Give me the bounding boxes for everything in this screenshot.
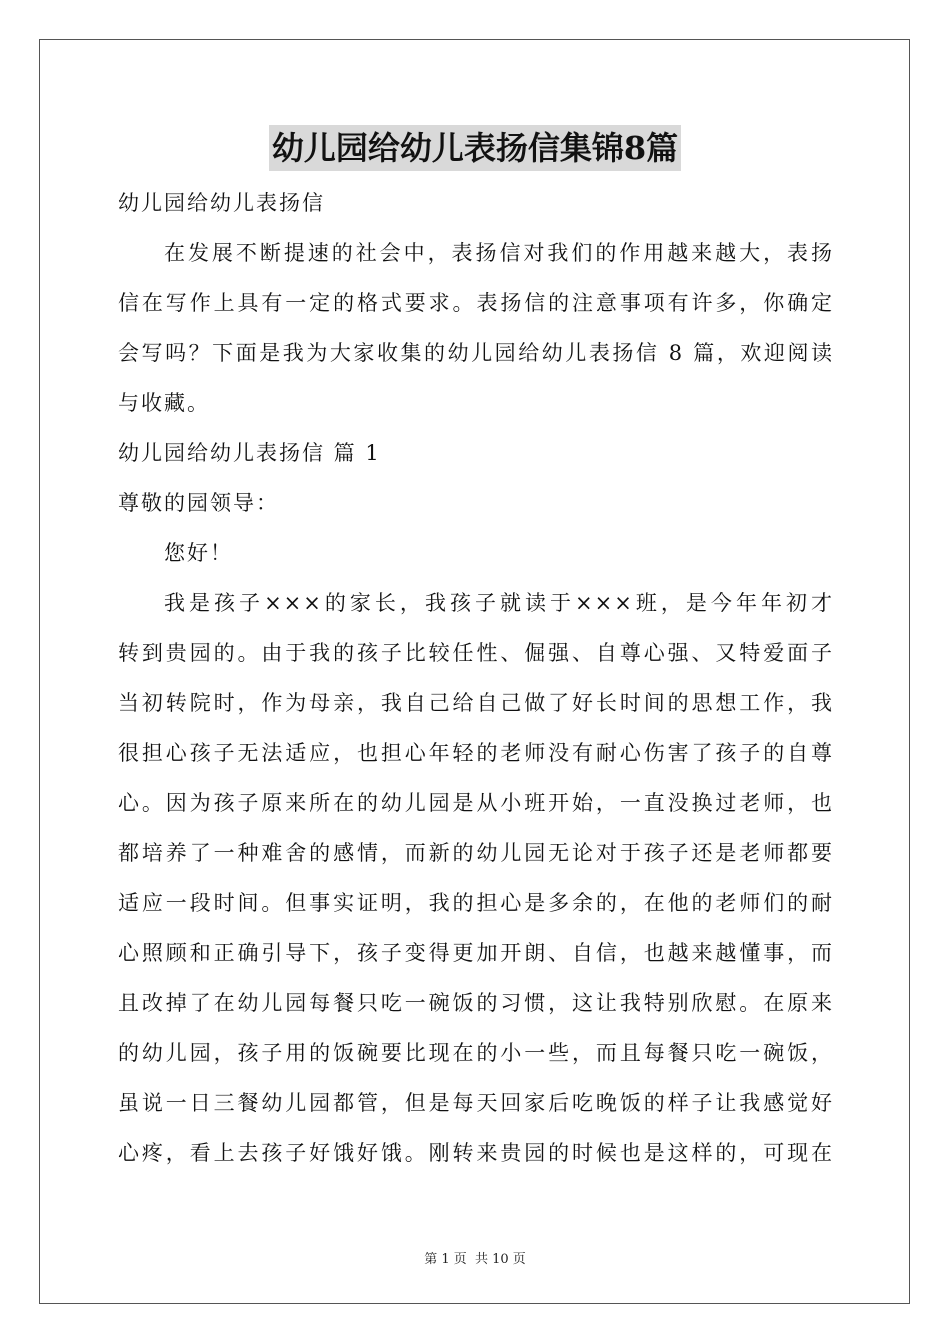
body-line: 我是孩子×××的家长，我孩子就读于×××班，是今年年初才 (164, 591, 834, 615)
body-line: 虽说一日三餐幼儿园都管，但是每天回家后吃晚饭的样子让我感觉好 (118, 1091, 834, 1115)
body-line: 心照顾和正确引导下，孩子变得更加开朗、自信，也越来越懂事，而 (118, 941, 834, 965)
body-line: 与收藏。 (118, 391, 210, 415)
document-title: 幼儿园给幼儿表扬信集锦8篇 (269, 125, 681, 171)
body-line: 且改掉了在幼儿园每餐只吃一碗饭的习惯，这让我特别欣慰。在原来 (118, 991, 834, 1015)
body-line: 都培养了一种难舍的感情，而新的幼儿园无论对于孩子还是老师都要 (118, 841, 834, 865)
document-body (118, 178, 834, 1178)
section-heading: 幼儿园给幼儿表扬信 篇 1 (118, 441, 381, 465)
body-line: 信在写作上具有一定的格式要求。表扬信的注意事项有许多，你确定 (118, 291, 834, 315)
body-line: 很担心孩子无法适应，也担心年轻的老师没有耐心伤害了孩子的自尊 (118, 741, 834, 765)
page-total: 共 10 页 (474, 1252, 526, 1267)
subtitle-line: 幼儿园给幼儿表扬信 (118, 191, 325, 215)
title-container (0, 125, 950, 171)
salutation-line: 尊敬的园领导： (118, 491, 279, 515)
page-footer (0, 1248, 950, 1267)
body-line: 适应一段时间。但事实证明，我的担心是多余的，在他的老师们的耐 (118, 891, 834, 915)
body-line: 心。因为孩子原来所在的幼儿园是从小班开始，一直没换过老师，也 (118, 791, 834, 815)
body-line: 心疼，看上去孩子好饿好饿。刚转来贵园的时候也是这样的，可现在 (118, 1141, 834, 1165)
page-number: 第 1 页 (424, 1252, 467, 1267)
body-line: 当初转院时，作为母亲，我自己给自己做了好长时间的思想工作，我 (118, 691, 834, 715)
body-line: 转到贵园的。由于我的孩子比较任性、倔强、自尊心强、又特爱面子 (118, 641, 834, 665)
body-line: 的幼儿园，孩子用的饭碗要比现在的小一些，而且每餐只吃一碗饭， (118, 1041, 834, 1065)
body-line: 会写吗？下面是我为大家收集的幼儿园给幼儿表扬信 8 篇，欢迎阅读 (118, 341, 834, 365)
greeting-line: 您好！ (164, 541, 233, 565)
body-line: 在发展不断提速的社会中，表扬信对我们的作用越来越大，表扬 (164, 241, 834, 265)
